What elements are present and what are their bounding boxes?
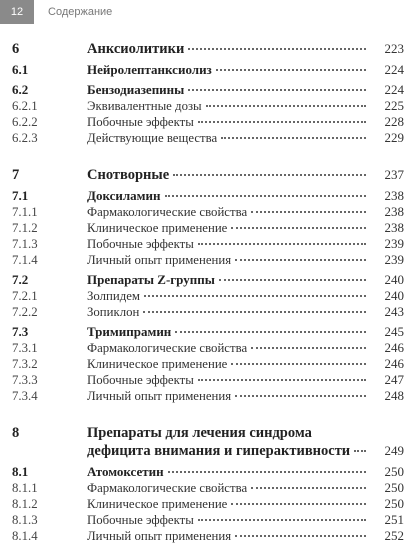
dot-leader [143, 311, 366, 313]
chapter-number: 6 [12, 41, 20, 57]
chapter-page: 249 [384, 443, 404, 458]
section-page: 240 [384, 272, 404, 287]
subsection-page: 229 [384, 130, 404, 145]
toc-subsection [12, 304, 404, 320]
toc-subsection [12, 288, 404, 304]
table-of-contents [12, 40, 404, 544]
subsection-title: Фармакологические свойства [87, 341, 248, 355]
subsection-number: 7.3.2 [12, 357, 38, 371]
toc-subsection [12, 220, 404, 236]
section-number: 6.2 [12, 82, 29, 97]
dot-leader [175, 331, 366, 333]
toc-section [12, 272, 404, 288]
dot-leader [354, 450, 366, 452]
chapter-title: Анксиолитики [87, 41, 185, 57]
dot-leader [188, 89, 366, 91]
toc-subsection [12, 512, 404, 528]
subsection-page: 251 [384, 512, 404, 527]
toc-section [12, 82, 404, 98]
subsection-page: 228 [384, 114, 404, 129]
subsection-page: 225 [384, 98, 404, 113]
dot-leader [231, 503, 366, 505]
dot-leader [219, 279, 366, 281]
subsection-title: Действующие вещества [87, 131, 218, 145]
subsection-number: 7.3.3 [12, 373, 38, 387]
toc-subsection [12, 204, 404, 220]
subsection-title: Побочные эффекты [87, 237, 194, 251]
dot-leader [251, 211, 366, 213]
dot-leader [235, 535, 366, 537]
toc-chapter-continued [12, 442, 404, 460]
subsection-page: 248 [384, 388, 404, 403]
dot-leader [198, 243, 366, 245]
section-number: 7.3 [12, 324, 29, 339]
subsection-page: 250 [384, 480, 404, 495]
section-title: Атомоксетин [87, 464, 164, 479]
subsection-number: 7.3.1 [12, 341, 38, 355]
subsection-title: Личный опыт применения [87, 389, 232, 403]
toc-section [12, 62, 404, 78]
dot-leader [251, 487, 366, 489]
toc-chapter [12, 166, 404, 184]
dot-leader [168, 471, 366, 473]
subsection-number: 6.2.3 [12, 131, 38, 145]
subsection-page: 252 [384, 528, 404, 543]
toc-section [12, 324, 404, 340]
subsection-page: 247 [384, 372, 404, 387]
subsection-page: 238 [384, 204, 404, 219]
dot-leader [231, 363, 366, 365]
subsection-title: Эквивалентные дозы [87, 99, 202, 113]
toc-section [12, 188, 404, 204]
chapter-title-line-1: Препараты для лечения синдрома [87, 425, 312, 441]
dot-leader [144, 295, 366, 297]
dot-leader [198, 519, 366, 521]
subsection-number: 7.1.3 [12, 237, 38, 251]
subsection-page: 246 [384, 340, 404, 355]
dot-leader [198, 379, 366, 381]
subsection-number: 8.1.4 [12, 529, 38, 543]
section-page: 224 [384, 62, 404, 77]
section-title: Доксиламин [87, 188, 161, 203]
subsection-page: 238 [384, 220, 404, 235]
chapter-page: 237 [384, 167, 404, 182]
subsection-page: 243 [384, 304, 404, 319]
toc-subsection [12, 480, 404, 496]
subsection-page: 239 [384, 252, 404, 267]
subsection-number: 6.2.1 [12, 99, 38, 113]
subsection-title: Побочные эффекты [87, 373, 194, 387]
subsection-number: 6.2.2 [12, 115, 38, 129]
subsection-number: 7.1.2 [12, 221, 38, 235]
subsection-title: Клиническое применение [87, 357, 228, 371]
dot-leader [251, 347, 366, 349]
toc-subsection [12, 528, 404, 544]
subsection-title: Зопиклон [87, 305, 140, 319]
toc-subsection [12, 388, 404, 404]
subsection-title: Побочные эффекты [87, 115, 194, 129]
dot-leader [221, 137, 366, 139]
subsection-title: Клиническое применение [87, 221, 228, 235]
section-page: 238 [384, 188, 404, 203]
section-number: 7.2 [12, 272, 29, 287]
dot-leader [235, 259, 366, 261]
chapter-title: Снотворные [87, 167, 170, 183]
subsection-title: Фармакологические свойства [87, 481, 248, 495]
subsection-title: Золпидем [87, 289, 141, 303]
dot-leader [231, 227, 366, 229]
subsection-page: 250 [384, 496, 404, 511]
subsection-number: 7.2.1 [12, 289, 38, 303]
section-number: 7.1 [12, 188, 29, 203]
dot-leader [188, 48, 366, 50]
subsection-page: 240 [384, 288, 404, 303]
section-page: 245 [384, 324, 404, 339]
subsection-title: Фармакологические свойства [87, 205, 248, 219]
dot-leader [216, 69, 366, 71]
section-title: Нейролептанксиолиз [87, 62, 212, 77]
dot-leader [198, 121, 366, 123]
toc-subsection [12, 130, 404, 146]
section-number: 8.1 [12, 464, 29, 479]
subsection-page: 246 [384, 356, 404, 371]
section-title: Препараты Z-группы [87, 272, 215, 287]
section-title: Тримипрамин [87, 324, 172, 339]
subsection-title: Личный опыт применения [87, 529, 232, 543]
toc-subsection [12, 98, 404, 114]
section-page: 250 [384, 464, 404, 479]
toc-subsection [12, 252, 404, 268]
toc-subsection [12, 496, 404, 512]
section-page: 224 [384, 82, 404, 97]
subsection-number: 7.1.1 [12, 205, 38, 219]
subsection-title: Побочные эффекты [87, 513, 194, 527]
chapter-number: 7 [12, 167, 20, 183]
subsection-number: 7.1.4 [12, 253, 38, 267]
chapter-number: 8 [12, 425, 20, 441]
section-number: 6.1 [12, 62, 29, 77]
toc-subsection [12, 236, 404, 252]
toc-subsection [12, 340, 404, 356]
subsection-number: 8.1.1 [12, 481, 38, 495]
toc-subsection [12, 114, 404, 130]
subsection-title: Клиническое применение [87, 497, 228, 511]
toc-subsection [12, 372, 404, 388]
header-title: Содержание [48, 6, 113, 18]
subsection-page: 239 [384, 236, 404, 251]
subsection-number: 7.2.2 [12, 305, 38, 319]
dot-leader [173, 174, 366, 176]
chapter-title-line-2: дефицита внимания и гиперактивности [87, 443, 351, 459]
subsection-number: 8.1.2 [12, 497, 38, 511]
dot-leader [165, 195, 367, 197]
page-header [0, 0, 404, 24]
header-page-number: 12 [0, 0, 34, 24]
chapter-page: 223 [384, 41, 404, 56]
subsection-title: Личный опыт применения [87, 253, 232, 267]
toc-subsection [12, 356, 404, 372]
toc-chapter [12, 40, 404, 58]
dot-leader [235, 395, 366, 397]
dot-leader [206, 105, 366, 107]
section-title: Бензодиазепины [87, 82, 185, 97]
subsection-number: 7.3.4 [12, 389, 38, 403]
toc-section [12, 464, 404, 480]
toc-chapter [12, 424, 404, 442]
subsection-number: 8.1.3 [12, 513, 38, 527]
